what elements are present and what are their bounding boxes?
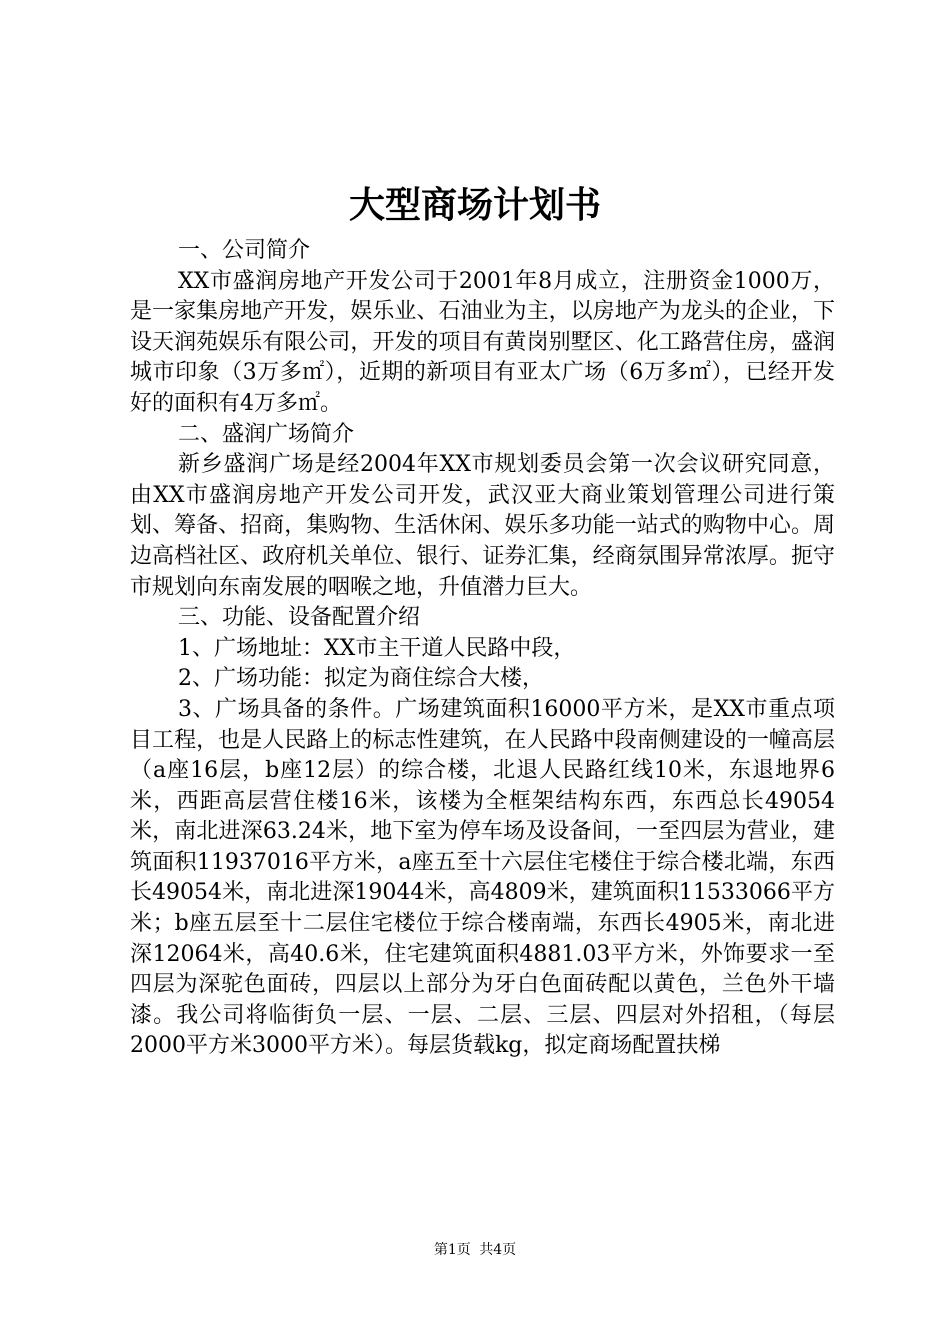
- document-body: [130, 236, 835, 1062]
- paragraph-address: 1、广场地址：XX市主干道人民路中段，: [178, 635, 576, 661]
- paragraph-plaza-intro: 新乡盛润广场是经2004年XX市规划委员会第一次会议研究同意，由XX市盛润房地产开发公司开发，武汉亚大商业策划管理公司进行策划、筹备、招商，集购物、生活休闲、娱乐多功能一站式的购物中心。周边高档社区、政府机关单位、银行、证券汇集，经商氛围异常浓厚。扼守市规划向东南发展的咽喉之地，升值潜力巨大。: [130, 452, 835, 600]
- page-number: 第1页: [433, 1242, 471, 1258]
- section-heading-plaza: 二、盛润广场简介: [178, 421, 355, 447]
- paragraph-company-intro: XX市盛润房地产开发公司于2001年8月成立，注册资金1000万，是一家集房地产开发，娱乐业、石油业为主，以房地产为龙头的企业，下设天润苑娱乐有限公司，开发的项目有黄岗别墅区、化工路营住房，盛润城市印象（3万多㎡），近期的新项目有亚太广场（6万多㎡），已经开发好的面积有4万多㎡。: [130, 268, 835, 416]
- page-footer: [0, 1240, 950, 1260]
- document-title: 大型商场计划书: [348, 185, 601, 226]
- section-heading-facilities: 三、功能、设备配置介绍: [178, 605, 421, 631]
- paragraph-conditions: 3、广场具备的条件。广场建筑面积16000平方米，是XX市重点项目工程，也是人民路上的标志性建筑，在人民路中段南侧建设的一幢高层（a座16层，b座12层）的综合楼，北退人民路红线10米，东退地界6米，西距高层营住楼16米，该楼为全框架结构东西，东西总长49054米，南北进深63.24米，地下室为停车场及设备间，一至四层为营业，建筑面积11937016平方米，a座五至十六层住宅楼住于综合楼北端，东西长49054米，南北进深19044米，高4809米，建筑面积11533066平方米；b座五层至十二层住宅楼位于综合楼南端，东西长4905米，南北进深12064米，高40.6米，住宅建筑面积4881.03平方米，外饰要求一至四层为深驼色面砖，四层以上部分为牙白色面砖配以黄色，兰色外干墙漆。我公司将临街负一层、一层、二层、三层、四层对外招租，（每层2000平方米3000平方米）。每层货载kg，拟定商场配置扶梯: [130, 696, 835, 1059]
- section-heading-company: 一、公司简介: [178, 238, 311, 263]
- paragraph-function: 2、广场功能：拟定为商住综合大楼，: [178, 666, 544, 692]
- page-total: 共4页: [479, 1242, 517, 1258]
